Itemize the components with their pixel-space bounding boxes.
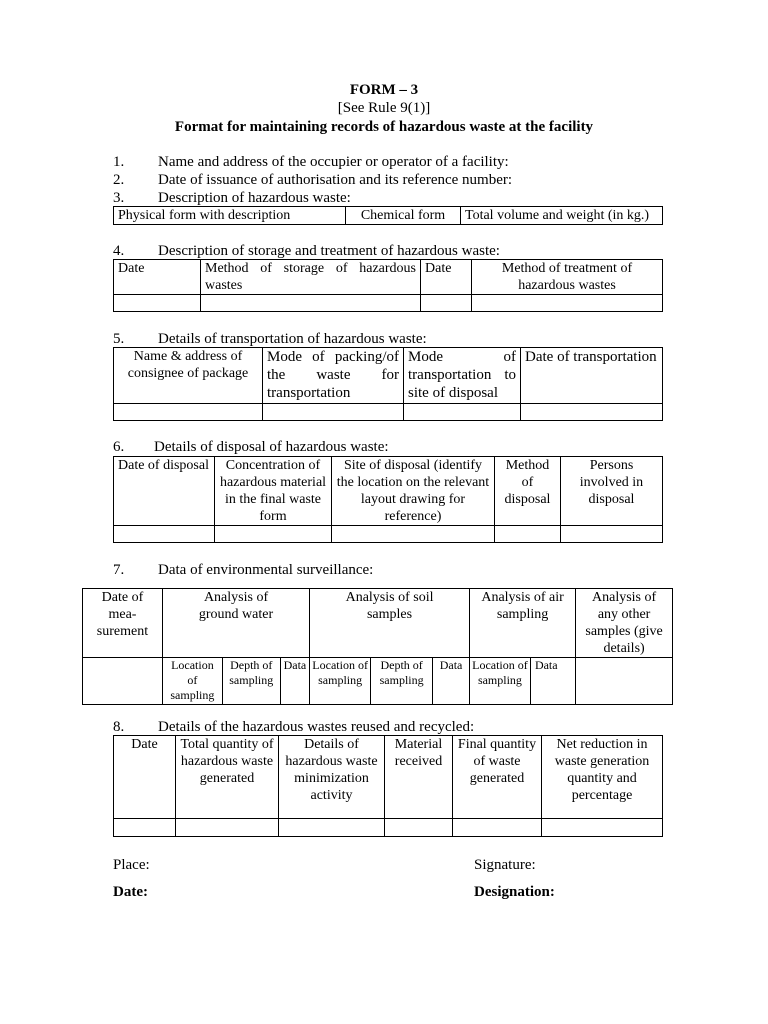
transport-mode-header: Mode of transportation to site of disposal bbox=[404, 348, 521, 404]
item-text: Date of issuance of authorisation and its reference number: bbox=[158, 172, 513, 188]
treatment-method-header: Method of treatment of hazardous wastes bbox=[472, 260, 663, 295]
reuse-recycle-table bbox=[113, 735, 663, 837]
rule-reference: [See Rule 9(1)] bbox=[337, 100, 431, 116]
empty-cell[interactable] bbox=[215, 526, 332, 543]
net-reduction-header: Net reduction in waste generation quantity and percentage bbox=[542, 736, 663, 819]
empty-cell[interactable] bbox=[453, 819, 542, 837]
item-text: Description of storage and treatment of hazardous waste: bbox=[158, 243, 500, 259]
date-header: Date bbox=[114, 736, 176, 819]
storage-method-header: Method of storage of hazardous wastes bbox=[201, 260, 421, 295]
packing-mode-header: Mode of packing/of the waste for transportation bbox=[263, 348, 404, 404]
item-number: 1. bbox=[113, 154, 125, 170]
empty-cell[interactable] bbox=[421, 295, 472, 312]
soil-data-header: Data bbox=[433, 658, 470, 705]
empty-cell[interactable] bbox=[83, 658, 163, 705]
empty-cell[interactable] bbox=[114, 526, 215, 543]
item-number: 2. bbox=[113, 172, 125, 188]
total-volume-header: Total volume and weight (in kg.) bbox=[461, 207, 663, 225]
empty-cell[interactable] bbox=[263, 404, 404, 421]
empty-cell[interactable] bbox=[201, 295, 421, 312]
empty-cell[interactable] bbox=[279, 819, 385, 837]
empty-cell[interactable] bbox=[576, 658, 673, 705]
empty-cell[interactable] bbox=[176, 819, 279, 837]
date-header: Date bbox=[421, 260, 472, 295]
physical-form-header: Physical form with description bbox=[114, 207, 346, 225]
empty-cell[interactable] bbox=[542, 819, 663, 837]
item-number: 8. bbox=[113, 719, 125, 735]
item-text: Details of transportation of hazardous waste: bbox=[158, 331, 427, 347]
ground-location-header: Location of sampling bbox=[162, 658, 222, 705]
material-received-header: Material received bbox=[385, 736, 453, 819]
soil-samples-header bbox=[310, 589, 470, 658]
minimization-details-header: Details of hazardous waste minimization activity bbox=[279, 736, 385, 819]
item-text: Details of disposal of hazardous waste: bbox=[154, 439, 389, 455]
final-quantity-header: Final quantity of waste generated bbox=[453, 736, 542, 819]
disposal-date-header: Date of disposal bbox=[114, 457, 215, 526]
transport-date-header: Date of transportation bbox=[521, 348, 663, 404]
item-text: Data of environmental surveillance: bbox=[158, 562, 374, 578]
concentration-header: Concentration of hazardous material in the final waste form bbox=[215, 457, 332, 526]
empty-cell[interactable] bbox=[114, 819, 176, 837]
storage-treatment-table bbox=[113, 259, 663, 312]
item-number: 6. bbox=[113, 439, 125, 455]
empty-cell[interactable] bbox=[404, 404, 521, 421]
form-number: FORM – 3 bbox=[349, 82, 419, 98]
disposal-table bbox=[113, 456, 663, 543]
designation-label: Designation: bbox=[474, 884, 555, 900]
air-location-header: Location of sampling bbox=[469, 658, 530, 705]
date-header: Date bbox=[114, 260, 201, 295]
air-sampling-header: Analysis of air sampling bbox=[469, 589, 575, 658]
transportation-table bbox=[113, 347, 663, 421]
item-text: Name and address of the occupier or operator of a facility: bbox=[158, 154, 509, 170]
consignee-header: Name & address of consignee of package bbox=[114, 348, 263, 404]
signature-label: Signature: bbox=[474, 857, 536, 873]
air-data-header: Data bbox=[530, 658, 575, 705]
item-number: 3. bbox=[113, 190, 125, 206]
empty-cell[interactable] bbox=[472, 295, 663, 312]
empty-cell[interactable] bbox=[114, 295, 201, 312]
soil-depth-header: Depth of sampling bbox=[371, 658, 433, 705]
form-title: Format for maintaining records of hazardous waste at the facility bbox=[174, 119, 594, 135]
date-label: Date: bbox=[113, 884, 148, 900]
empty-cell[interactable] bbox=[114, 404, 263, 421]
empty-cell[interactable] bbox=[332, 526, 495, 543]
empty-cell[interactable] bbox=[495, 526, 561, 543]
environmental-surveillance-table bbox=[82, 588, 673, 705]
other-samples-header: Analysis of any other samples (give details) bbox=[576, 589, 673, 658]
ground-water-label: Analysis of ground water bbox=[198, 590, 274, 622]
ground-water-header bbox=[162, 589, 309, 658]
empty-cell[interactable] bbox=[561, 526, 663, 543]
soil-samples-label: Analysis of soil samples bbox=[345, 590, 434, 622]
soil-location-header: Location of sampling bbox=[310, 658, 371, 705]
measurement-date-header: Date of mea-surement bbox=[83, 589, 163, 658]
ground-depth-header: Depth of sampling bbox=[222, 658, 280, 705]
item-number: 5. bbox=[113, 331, 125, 347]
item-number: 7. bbox=[113, 562, 125, 578]
item-number: 4. bbox=[113, 243, 125, 259]
item-text: Details of the hazardous wastes reused and recycled: bbox=[158, 719, 475, 735]
disposal-site-header: Site of disposal (identify the location on the relevant layout drawing for reference) bbox=[332, 457, 495, 526]
disposal-method-header: Method of disposal bbox=[495, 457, 561, 526]
chemical-form-header: Chemical form bbox=[346, 207, 461, 225]
total-quantity-header: Total quantity of hazardous waste generated bbox=[176, 736, 279, 819]
item-text: Description of hazardous waste: bbox=[158, 190, 351, 206]
hazardous-waste-description-table bbox=[113, 206, 663, 225]
persons-involved-header: Persons involved in disposal bbox=[561, 457, 663, 526]
ground-data-header: Data bbox=[280, 658, 309, 705]
empty-cell[interactable] bbox=[521, 404, 663, 421]
place-label: Place: bbox=[113, 857, 150, 873]
empty-cell[interactable] bbox=[385, 819, 453, 837]
